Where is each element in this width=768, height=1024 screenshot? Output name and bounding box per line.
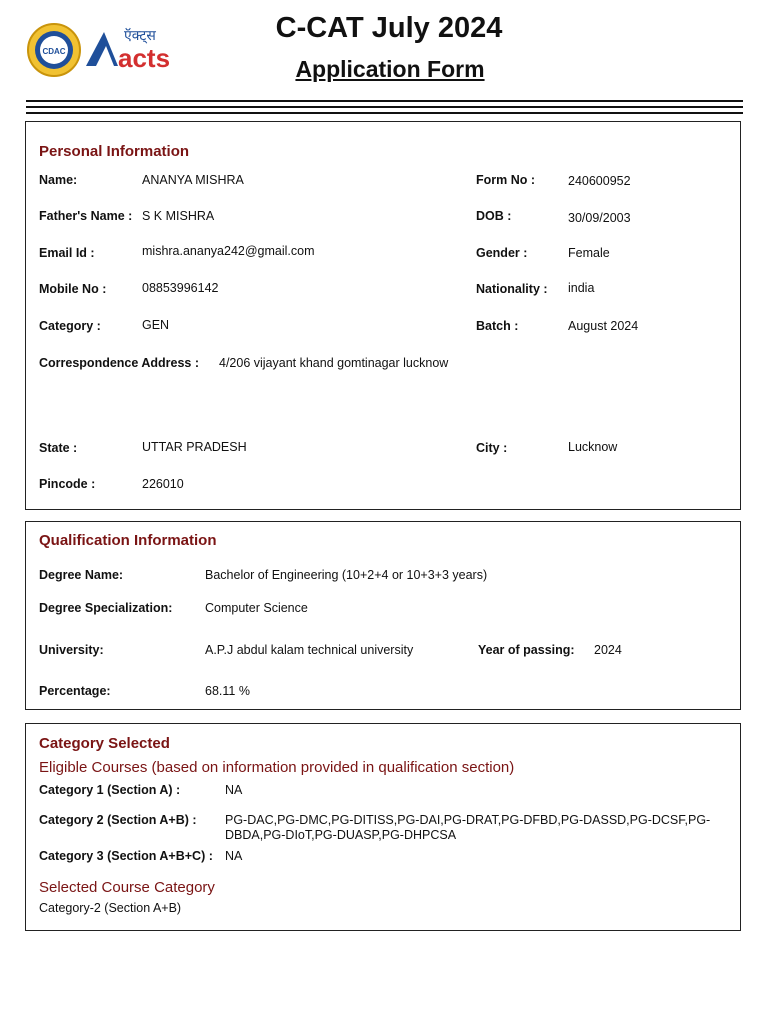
degree-specialization-value: Computer Science	[205, 601, 308, 615]
address-value: 4/206 vijayant khand gomtinagar lucknow	[219, 356, 449, 370]
category-2-label: Category 2 (Section A+B) :	[39, 813, 197, 827]
category-label: Category :	[39, 319, 101, 333]
name-value: ANANYA MISHRA	[142, 173, 244, 187]
personal-info-section	[25, 121, 741, 510]
category-value: GEN	[142, 318, 170, 332]
address-label: Correspondence Address :	[39, 356, 199, 370]
form-no-value: 240600952	[568, 174, 631, 188]
acts-logo-text: acts	[118, 43, 171, 72]
nationality-value: india	[568, 281, 595, 295]
state-value: UTTAR PRADESH	[142, 440, 247, 454]
percentage-value: 68.11 %	[205, 684, 250, 698]
gender-value: Female	[568, 246, 610, 260]
year-of-passing-value: 2024	[594, 643, 622, 657]
mobile-label: Mobile No :	[39, 282, 107, 296]
father-name-label: Father's Name :	[39, 209, 133, 223]
form-no-label: Form No :	[476, 173, 536, 187]
mobile-value: 08853996142	[142, 281, 219, 295]
degree-name-value: Bachelor of Engineering (10+2+4 or 10+3+3 years)	[205, 568, 488, 582]
category-selected-title: Category Selected	[39, 735, 170, 752]
category-2-value: PG-DAC,PG-DMC,PG-DITISS,PG-DAI,PG-DRAT,PG-DFBD,PG-DASSD,PG-DCSF,PG-DBDA,PG-DIoT,PG-DUASP,PG-DHPCSA	[225, 813, 711, 842]
dob-value: 30/09/2003	[568, 211, 631, 225]
degree-name-label: Degree Name:	[39, 568, 124, 582]
gender-label: Gender :	[476, 246, 528, 260]
state-label: State :	[39, 441, 78, 455]
page-subtitle: Application Form	[295, 56, 485, 82]
batch-value: August 2024	[568, 319, 639, 333]
category-1-value: NA	[225, 783, 243, 797]
header-rule-top	[26, 100, 743, 102]
qualification-section	[25, 521, 741, 710]
batch-label: Batch :	[476, 319, 519, 333]
category-3-label: Category 3 (Section A+B+C) :	[39, 849, 213, 863]
city-value: Lucknow	[568, 440, 618, 454]
university-value: A.P.J abdul kalam technical university	[205, 643, 414, 657]
cdac-logo-text: CDAC	[42, 47, 66, 56]
university-label: University:	[39, 643, 104, 657]
city-label: City :	[476, 441, 508, 455]
acts-logo-hindi: ऍक्ट्स	[124, 28, 156, 44]
selected-course-category-title: Selected Course Category	[39, 879, 215, 896]
name-label: Name:	[39, 173, 78, 187]
father-name-value: S K MISHRA	[142, 209, 215, 223]
selected-course-category-value: Category-2 (Section A+B)	[39, 901, 182, 915]
category-1-label: Category 1 (Section A) :	[39, 783, 181, 797]
year-of-passing-label: Year of passing:	[478, 643, 575, 657]
pincode-value: 226010	[142, 477, 184, 491]
personal-info-title: Personal Information	[39, 143, 190, 160]
eligible-courses-title: Eligible Courses (based on information provided in qualification section)	[39, 759, 515, 776]
email-value: mishra.ananya242@gmail.com	[142, 244, 315, 258]
nationality-label: Nationality :	[476, 282, 548, 296]
page-title: C-CAT July 2024	[275, 12, 503, 44]
pincode-label: Pincode :	[39, 477, 96, 491]
degree-specialization-label: Degree Specialization:	[39, 601, 173, 615]
category-section	[25, 723, 741, 931]
qualification-title: Qualification Information	[39, 532, 217, 549]
category-3-value: NA	[225, 849, 243, 863]
header-rule-mid	[26, 106, 743, 108]
header-rule-bottom	[26, 112, 743, 114]
dob-label: DOB :	[476, 209, 512, 223]
email-label: Email Id :	[39, 246, 95, 260]
percentage-label: Percentage:	[39, 684, 111, 698]
